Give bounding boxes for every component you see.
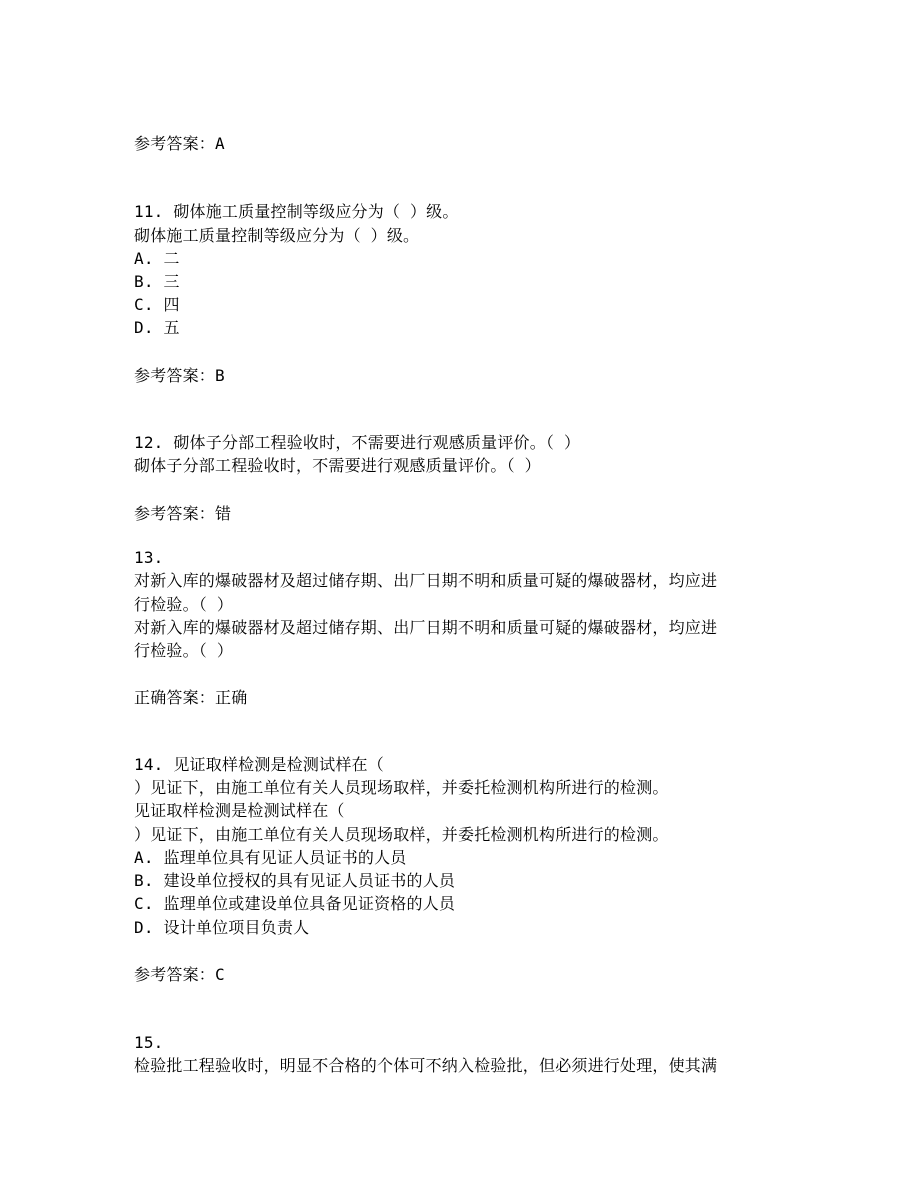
q13-answer: 正确答案：正确 — [134, 688, 248, 707]
q11-option-c: C. 四 — [134, 295, 180, 314]
q11-option-d: D. 五 — [134, 318, 180, 337]
previous-answer: 参考答案：A — [134, 134, 225, 153]
q14-option-a: A. 监理单位具有见证人员证书的人员 — [134, 848, 407, 867]
q11-body: 砌体施工质量控制等级应分为（ ）级。 — [134, 226, 420, 245]
q11-option-b: B. 三 — [134, 272, 180, 291]
q12-answer: 参考答案：错 — [134, 504, 232, 523]
q14-answer: 参考答案：C — [134, 965, 225, 984]
q15-title-line-1: 检验批工程验收时，明显不合格的个体可不纳入检验批，但必须进行处理，使其满 — [134, 1056, 718, 1075]
q14-option-c: C. 监理单位或建设单位具备见证资格的人员 — [134, 894, 456, 913]
q13-body-line-1: 对新入库的爆破器材及超过储存期、出厂日期不明和质量可疑的爆破器材，均应进 — [134, 618, 718, 637]
q15-number: 15. — [134, 1033, 164, 1052]
q11-answer: 参考答案：B — [134, 366, 225, 385]
q13-title-line-1: 对新入库的爆破器材及超过储存期、出厂日期不明和质量可疑的爆破器材，均应进 — [134, 571, 718, 590]
q12-body: 砌体子分部工程验收时，不需要进行观感质量评价。（ ） — [134, 456, 541, 475]
q12-title: 12. 砌体子分部工程验收时，不需要进行观感质量评价。（ ） — [134, 433, 581, 452]
q14-option-d: D. 设计单位项目负责人 — [134, 918, 310, 937]
q14-body-line-2: ）见证下，由施工单位有关人员现场取样，并委托检测机构所进行的检测。 — [134, 825, 669, 844]
q11-option-a: A. 二 — [134, 249, 180, 268]
q13-body-line-2: 行检验。（ ） — [134, 641, 234, 660]
q13-title-line-2: 行检验。（ ） — [134, 595, 234, 614]
q11-title: 11. 砌体施工质量控制等级应分为（ ）级。 — [134, 202, 459, 221]
q14-title-line-2: ）见证下，由施工单位有关人员现场取样，并委托检测机构所进行的检测。 — [134, 778, 669, 797]
q14-title-line-1: 14. 见证取样检测是检测试样在（ — [134, 755, 384, 774]
q14-option-b: B. 建设单位授权的具有见证人员证书的人员 — [134, 871, 456, 890]
q14-body-line-1: 见证取样检测是检测试样在（ — [134, 801, 345, 820]
q13-number: 13. — [134, 548, 164, 567]
